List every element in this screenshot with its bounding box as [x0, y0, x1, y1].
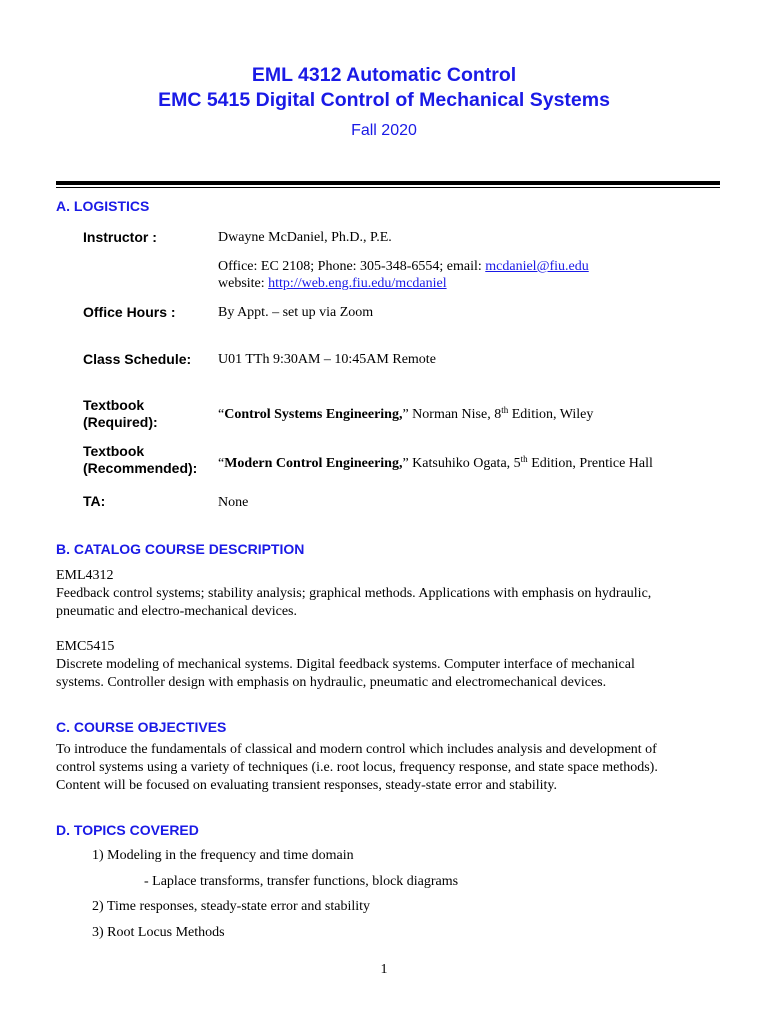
section-heading-topics: D. TOPICS COVERED	[56, 822, 199, 838]
section-heading-catalog: B. CATALOG COURSE DESCRIPTION	[56, 541, 305, 557]
section-heading-objectives: C. COURSE OBJECTIVES	[56, 719, 227, 735]
textbook-recommended-value	[218, 455, 653, 472]
list-item: 3) Root Locus Methods	[92, 925, 225, 940]
objectives-line3: Content will be focused on evaluating transient responses, steady-state error and stability.	[56, 778, 558, 793]
ordinal-suffix: th	[501, 405, 509, 415]
course-title-emc5415: EMC 5415 Digital Control of Mechanical Systems	[158, 89, 610, 111]
email-link[interactable]: mcdaniel@fiu.edu	[485, 259, 589, 274]
textbook-recommended-edition: Edition, Prentice Hall	[527, 456, 653, 471]
office-hours-label: Office Hours :	[83, 304, 176, 320]
office-hours-value: By Appt. – set up via Zoom	[218, 305, 374, 320]
website-link[interactable]: http://web.eng.fiu.edu/mcdaniel	[268, 276, 447, 291]
class-schedule-value: U01 TTh 9:30AM – 10:45AM Remote	[218, 352, 436, 367]
textbook-required-author: ” Norman Nise, 8	[402, 407, 502, 422]
header-divider-thin	[56, 187, 720, 188]
textbook-required-label-line2: (Required):	[83, 414, 158, 430]
course2-description-line2: systems. Controller design with emphasis on hydraulic, pneumatic and electromechanical devices.	[56, 675, 607, 690]
textbook-required-value	[218, 406, 593, 423]
textbook-recommended-title: Modern Control Engineering,	[224, 456, 403, 471]
textbook-recommended-label-line2: (Recommended):	[83, 460, 198, 476]
textbook-recommended-author: ” Katsuhiko Ogata, 5	[402, 456, 521, 471]
textbook-required-title: Control Systems Engineering,	[224, 407, 403, 422]
list-item: 1) Modeling in the frequency and time domain	[92, 848, 354, 863]
page-number: 1	[380, 962, 388, 977]
ordinal-suffix: th	[520, 454, 528, 464]
course-title-eml4312: EML 4312 Automatic Control	[251, 64, 517, 86]
website-line	[218, 275, 447, 292]
section-heading-logistics: A. LOGISTICS	[56, 198, 150, 214]
instructor-name: Dwayne McDaniel, Ph.D., P.E.	[218, 230, 392, 245]
course2-code: EMC5415	[56, 639, 115, 654]
open-quote: “	[218, 407, 225, 422]
class-schedule-label: Class Schedule:	[83, 351, 192, 367]
website-label: website:	[218, 276, 269, 291]
ta-label: TA:	[83, 493, 106, 509]
objectives-line1: To introduce the fundamentals of classical and modern control which includes analysis and development of	[56, 742, 657, 757]
course1-description-line1: Feedback control systems; stability analysis; graphical methods. Applications with emphasis on hydraulic,	[56, 586, 652, 601]
office-info-text: Office: EC 2108; Phone: 305-348-6554; email:	[218, 259, 486, 274]
textbook-required-edition: Edition, Wiley	[508, 407, 594, 422]
course2-description-line1: Discrete modeling of mechanical systems. Digital feedback systems. Computer interface of mechanical	[56, 657, 635, 672]
textbook-recommended-label-line1: Textbook	[83, 443, 145, 459]
course1-description-line2: pneumatic and electro-mechanical devices.	[56, 604, 297, 619]
course1-code: EML4312	[56, 568, 114, 583]
open-quote: “	[218, 456, 225, 471]
ta-value: None	[218, 495, 249, 510]
instructor-label: Instructor :	[83, 229, 157, 245]
office-contact-line	[218, 258, 589, 275]
list-item: - Laplace transforms, transfer functions, block diagrams	[144, 874, 459, 889]
term-label: Fall 2020	[351, 122, 417, 139]
list-item: 2) Time responses, steady-state error and stability	[92, 899, 371, 914]
objectives-line2: control systems using a variety of techniques (i.e. root locus, frequency response, and state space methods).	[56, 760, 658, 775]
header-divider-thick	[56, 181, 720, 185]
textbook-required-label-line1: Textbook	[83, 397, 145, 413]
